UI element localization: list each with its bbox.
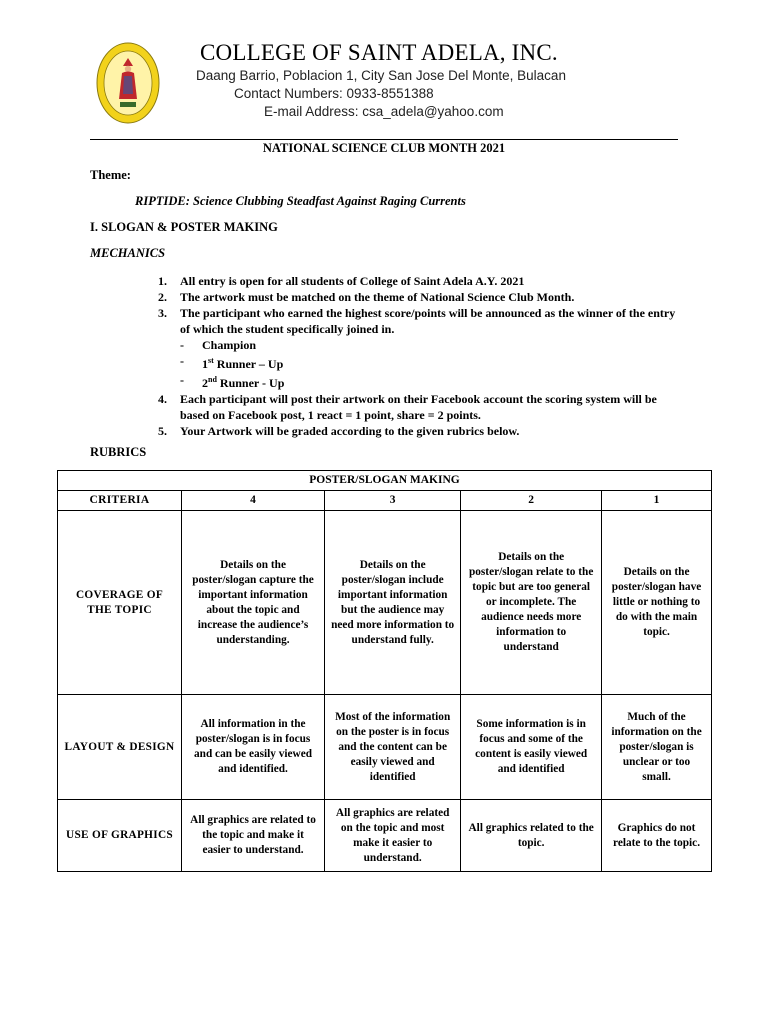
header-score-4: 4: [182, 491, 325, 511]
theme-text: RIPTIDE: Science Clubbing Steadfast Against Raging Currents: [135, 194, 466, 208]
event-title: NATIONAL SCIENCE CLUB MONTH 2021: [262, 141, 506, 155]
contact-numbers: Contact Numbers: 0933-8551388: [234, 86, 434, 101]
rubric-cell: Graphics do not relate to the topic.: [602, 800, 712, 872]
college-address: Daang Barrio, Poblacion 1, City San Jose Del Monte, Bulacan: [196, 68, 566, 83]
rubric-cell: Details on the poster/slogan have little or nothing to do with the main topic.: [602, 511, 712, 695]
header-score-2: 2: [461, 491, 602, 511]
section-title: I. SLOGAN & POSTER MAKING: [90, 220, 278, 234]
rubrics-label: RUBRICS: [90, 445, 147, 459]
rubric-cell: All information in the poster/slogan is in focus and can be easily viewed and identified.: [182, 695, 325, 800]
rubric-cell: All graphics are related to the topic and make it easier to understand.: [182, 800, 325, 872]
mechanics-item: 5. Your Artwork will be graded according to the given rubrics below.: [158, 424, 520, 438]
table-row: [58, 800, 712, 872]
table-row: [58, 695, 712, 800]
header-criteria: CRITERIA: [58, 491, 182, 511]
college-seal-logo: [96, 42, 160, 124]
rubric-cell: All graphics are related on the topic and most make it easier to understand.: [325, 800, 461, 872]
award-item: - Champion: [180, 338, 257, 352]
table-caption: POSTER/SLOGAN MAKING: [58, 471, 712, 491]
award-item: - 1st Runner – Up: [180, 354, 284, 371]
mechanics-item: 3. The participant who earned the highest score/points will be announced as the winner of the entry of which the student specifically joined in. - Champion - 1st Runner – Up - 2nd Runner - Up: [158, 305, 678, 391]
header-score-1: 1: [602, 491, 712, 511]
header-score-3: 3: [325, 491, 461, 511]
rubric-cell: Most of the information on the poster is in focus and the content can be easily viewed and identified: [325, 695, 461, 800]
mechanics-item: 1. All entry is open for all students of College of Saint Adela A.Y. 2021: [158, 274, 525, 288]
mechanics-item: 4. Each participant will post their artwork on their Facebook account the scoring system will be based on Facebook post, 1 react = 1 point, share = 2 points.: [158, 392, 657, 422]
mechanics-label: MECHANICS: [90, 246, 166, 260]
awards-list: [180, 337, 678, 391]
mechanics-item: 2. The artwork must be matched on the theme of National Science Club Month.: [158, 290, 575, 304]
rubric-cell: All graphics related to the topic.: [461, 800, 602, 872]
rubric-table: [57, 470, 712, 872]
rubric-cell: Some information is in focus and some of the content is easily viewed and identified: [461, 695, 602, 800]
email-address: E-mail Address: csa_adela@yahoo.com: [264, 104, 504, 119]
theme-label: Theme:: [90, 168, 131, 182]
mechanics-list: [158, 273, 678, 439]
rubric-cell: Much of the information on the poster/slogan is unclear or too small.: [602, 695, 712, 800]
college-name: COLLEGE OF SAINT ADELA, INC.: [200, 40, 558, 65]
criteria-cell: USE OF GRAPHICS: [58, 800, 182, 872]
award-item: - 2nd Runner - Up: [180, 373, 285, 390]
rubric-cell: Details on the poster/slogan capture the important information about the topic and increase the audience’s understanding.: [182, 511, 325, 695]
table-row: [58, 511, 712, 695]
rubric-cell: Details on the poster/slogan relate to the topic but are too general or incomplete. The audience needs more information to understand: [461, 511, 602, 695]
criteria-cell: LAYOUT & DESIGN: [58, 695, 182, 800]
criteria-cell: COVERAGE OF THE TOPIC: [58, 511, 182, 695]
header-divider: [90, 139, 678, 140]
rubric-cell: Details on the poster/slogan include important information but the audience may need more information to understand fully.: [325, 511, 461, 695]
